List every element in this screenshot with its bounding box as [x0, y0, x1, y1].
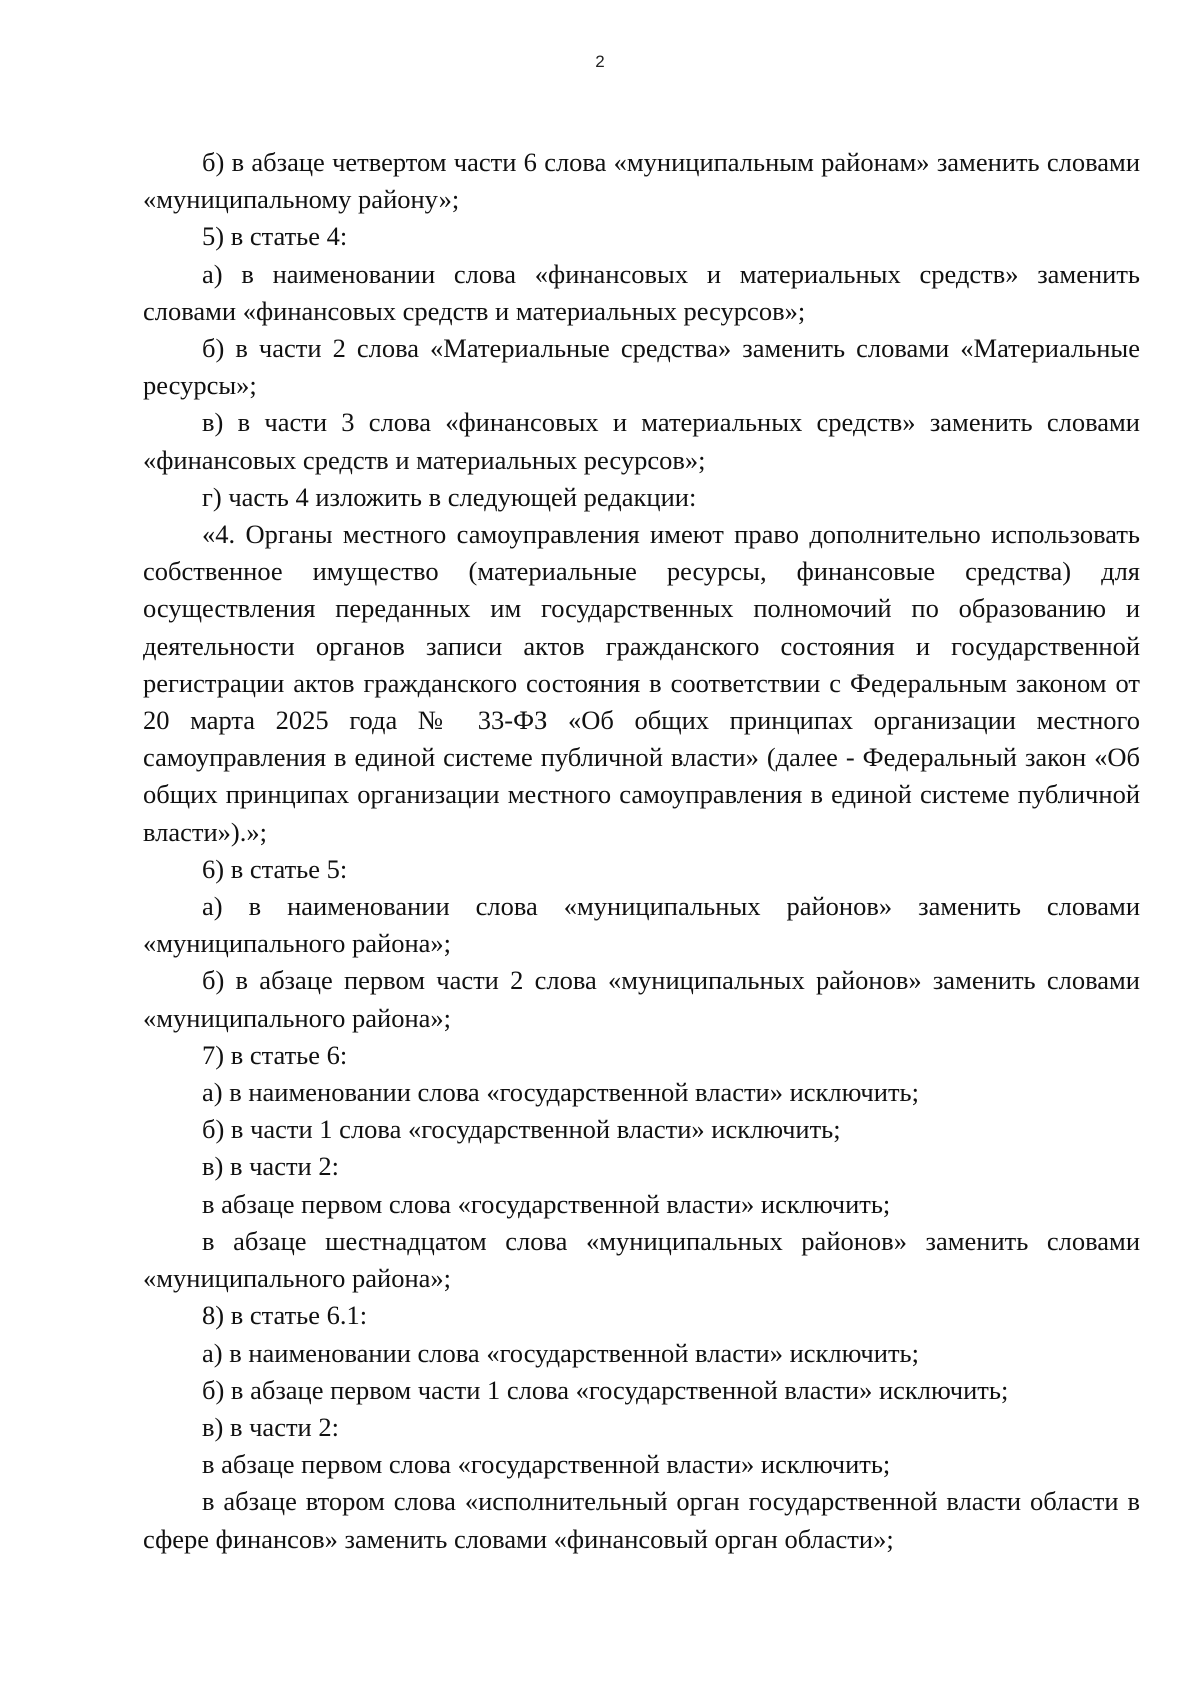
paragraph: в) в части 2:	[202, 1151, 339, 1182]
paragraph: а) в наименовании слова «муниципальных районов» заменить словами «муниципального района»;	[143, 891, 1140, 959]
paragraph: б) в абзаце первом части 1 слова «государственной власти» исключить;	[202, 1374, 1009, 1405]
paragraph: б) в абзаце первом части 2 слова «муниципальных районов» заменить словами «муниципального района»;	[143, 965, 1140, 1033]
paragraph: в абзаце шестнадцатом слова «муниципальных районов» заменить словами «муниципального района»;	[143, 1225, 1140, 1294]
paragraph: в абзаце первом слова «государственной власти» исключить;	[202, 1449, 891, 1480]
page-number: 2	[595, 52, 605, 71]
paragraph: а) в наименовании слова «финансовых и материальных средств» заменить словами «финансовых средств и материальных ресурсов»;	[143, 258, 1140, 326]
paragraph: 5) в статье 4:	[202, 221, 348, 252]
document-body	[143, 144, 1140, 1558]
paragraph: б) в абзаце четвертом части 6 слова «муниципальным районам» заменить словами «муниципальному району»;	[143, 147, 1140, 215]
paragraph: в) в части 3 слова «финансовых и материальных средств» заменить словами «финансовых средств и материальных ресурсов»;	[143, 407, 1140, 475]
paragraph: 8) в статье 6.1:	[202, 1300, 368, 1331]
paragraph: в) в части 2:	[202, 1411, 339, 1442]
paragraph: г) часть 4 изложить в следующей редакции:	[202, 481, 697, 512]
paragraph: а) в наименовании слова «государственной власти» исключить;	[202, 1077, 919, 1108]
paragraph: 7) в статье 6:	[202, 1039, 348, 1070]
paragraph: б) в части 1 слова «государственной власти» исключить;	[202, 1114, 841, 1145]
paragraph: в абзаце втором слова «исполнительный орган государственной власти области в сфере финансов» заменить словами «финансовый орган области»;	[143, 1486, 1140, 1554]
paragraph: а) в наименовании слова «государственной власти» исключить;	[202, 1337, 919, 1368]
paragraph: б) в части 2 слова «Материальные средства» заменить словами «Материальные ресурсы»;	[143, 333, 1140, 401]
paragraph: 6) в статье 5:	[202, 853, 348, 884]
paragraph: в абзаце первом слова «государственной власти» исключить;	[202, 1188, 891, 1219]
paragraph: «4. Органы местного самоуправления имеют право дополнительно использовать собственное имущество (материальные ресурсы, финансовые средства) для осуществления переданных им государственных полномочий по образованию и деятельности органов записи актов гражданского состояния и государственной регистрации актов гражданского состояния в соответствии с Федеральным законом от 20 марта 2025 года № 33-ФЗ «Об общих принципах организации местного самоуправления в единой системе публичной власти» (далее - Федеральный закон «Об общих принципах организации местного самоуправления в единой системе публичной власти»).»;	[143, 519, 1140, 847]
